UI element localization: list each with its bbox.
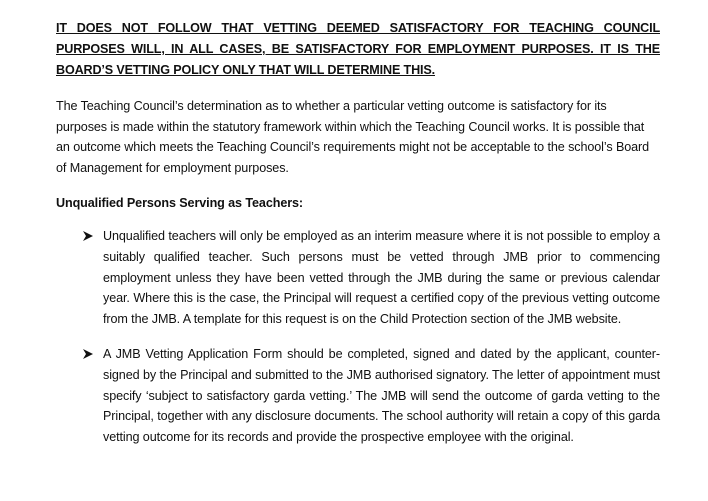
vetting-notice: IT DOES NOT FOLLOW THAT VETTING DEEMED SATISFACTORY FOR TEACHING COUNCIL PURPOSES WILL, IN ALL CASES, BE SATISFACTORY FOR EMPLOYMENT PURPOSES. IT IS THE BOARD’S VETTING POLICY ONLY THAT WILL DETERMINE THIS. [56, 21, 660, 77]
intro-paragraph: The Teaching Council’s determination as to whether a particular vetting outcome is satisfactory for its purposes is made within the statutory framework within which the Teaching Council works. It is possible that an outcome which meets the Teaching Council’s requirements might not be acceptable to the school’s Board of Management for employment purposes. [56, 99, 650, 175]
bullet-text: A JMB Vetting Application Form should be completed, signed and dated by the applicant, counter-signed by the Principal and submitted to the JMB authorised signatory. The letter of appointment must specify ‘subject to satisfactory garda vetting.’ The JMB will send the outcome of garda vetting to the Principal, together with any disclosure documents. The school authority will retain a copy of this garda vetting outcome for its records and provide the prospective employee with the original. [103, 347, 660, 444]
list-item [56, 344, 660, 447]
section-heading: Unqualified Persons Serving as Teachers: [56, 196, 304, 211]
arrowhead-bullet-icon [82, 230, 94, 242]
bullet-list [56, 226, 660, 447]
arrowhead-bullet-icon [82, 348, 94, 360]
list-item [56, 226, 660, 329]
bullet-text: Unqualified teachers will only be employed as an interim measure where it is not possible to employ a suitably qualified teacher. Such persons must be vetted through JMB prior to commencing employment unless they have been vetted through the JMB during the same or previous calendar year. Where this is the case, the Principal will request a certified copy of the previous vetting outcome from the JMB. A template for this request is on the Child Protection section of the JMB website. [103, 229, 660, 326]
